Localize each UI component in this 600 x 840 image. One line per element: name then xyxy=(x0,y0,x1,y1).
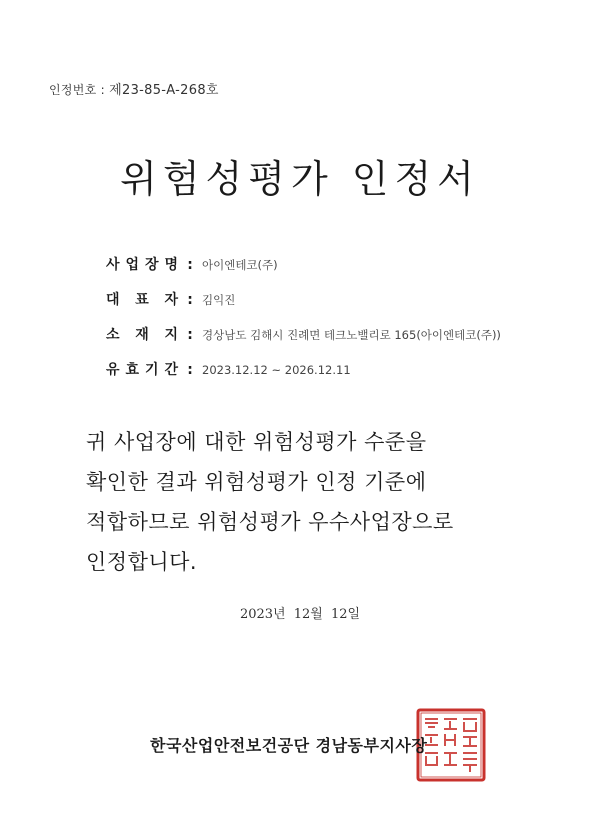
statement-line: 인정합니다. xyxy=(86,550,198,574)
info-colon: : xyxy=(187,327,193,343)
statement-line: 확인한 결과 위험성평가 인정 기준에 xyxy=(86,470,427,494)
issuer-name: 한국산업안전보건공단 경남동부지사장 xyxy=(150,736,428,755)
document-title: 위험성평가 인정서 xyxy=(120,157,480,201)
info-value-business-name: 아이엔테코(주) xyxy=(202,258,278,272)
info-row-representative xyxy=(106,289,501,324)
info-row-address xyxy=(106,324,501,359)
info-value-address: 경상남도 김해시 진례면 테크노밸리로 165(아이엔테코(주)) xyxy=(202,328,501,342)
info-colon: : xyxy=(187,292,193,308)
info-label-representative: 대 표 자 xyxy=(106,292,178,308)
info-row-validity xyxy=(106,359,501,394)
statement-line: 귀 사업장에 대한 위험성평가 수준을 xyxy=(86,430,427,454)
info-value-representative: 김익진 xyxy=(202,293,236,307)
statement-line: 적합하므로 위험성평가 우수사업장으로 xyxy=(86,510,454,534)
info-colon: : xyxy=(187,362,193,378)
info-label-validity: 유 효 기 간 xyxy=(106,362,178,378)
info-row-business-name xyxy=(106,254,501,289)
certificate-number-value: 제23-85-A-268호 xyxy=(109,83,219,98)
issue-date: 2023년 12월 12일 xyxy=(239,607,361,622)
info-value-validity: 2023.12.12 ~ 2026.12.11 xyxy=(202,363,351,377)
certificate-number xyxy=(49,79,219,98)
info-label-address: 소 재 지 xyxy=(106,327,178,343)
info-colon: : xyxy=(187,257,193,273)
info-section xyxy=(106,254,501,394)
certificate-number-label: 인정번호 : xyxy=(49,83,106,97)
info-label-business-name: 사 업 장 명 xyxy=(106,257,178,273)
certification-statement xyxy=(86,422,546,582)
